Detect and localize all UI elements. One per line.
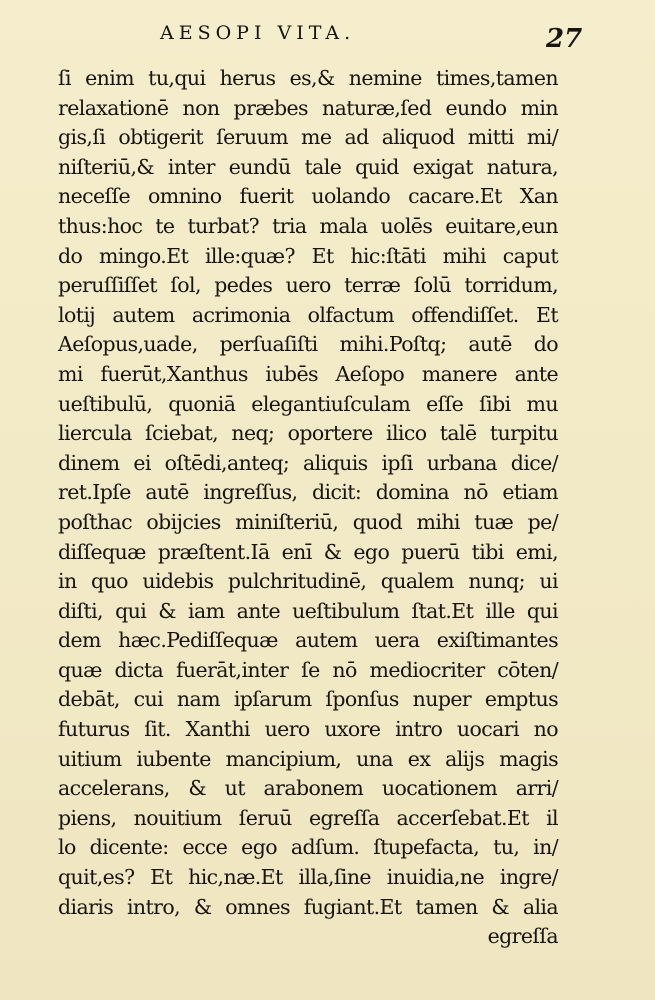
text-line: dinem ei oſtēdi,anteq; aliquis ipſi urbana dice/: [58, 450, 558, 475]
text-line: diaris intro, & omnes fugiant.Et tamen & alia: [58, 894, 558, 919]
text-line: quæ dicta fuerāt,inter ſe nō mediocriter cōten/: [58, 657, 558, 682]
text-line: futurus ſit. Xanthi uero uxore intro uocari no: [58, 717, 558, 742]
text-line: in quo uidebis pulchritudinē, qualem nunq; ui: [58, 569, 558, 594]
text-line: piens, nouitium ſeruū egreſſa accerſebat.Et il: [58, 805, 558, 830]
text-line: poſthac obijcies miniſteriū, quod mihi tuæ pe/: [58, 509, 558, 534]
text-line: thus:hoc te turbat? tria mala uolēs euitare,eun: [58, 213, 558, 238]
text-line: liercula ſciebat, neq; oportere ilico talē turpitu: [58, 421, 558, 446]
text-line: do mingo.Et ille:quæ? Et hic:ſtāti mihi caput: [58, 243, 558, 268]
text-line: peruſſiſſet ſol, pedes uero terræ ſolū torridum,: [58, 273, 558, 298]
text-line: lotij autem acrimonia olfactum offendiſſet. Et: [58, 302, 558, 327]
running-head: AESOPI VITA.: [160, 22, 356, 44]
text-line: debāt, cui nam ipſarum ſponſus nuper emptus: [58, 687, 558, 712]
text-line: ſi enim tu,qui herus es,& nemine times,tamen: [58, 66, 558, 90]
text-line: ueſtibulū, quoniā elegantiuſculam eſſe ſibi mu: [58, 391, 558, 416]
text-line: accelerans, & ut arabonem uocationem arri/: [58, 776, 558, 801]
text-line: Aeſopus,uade, perſuaſiſti mihi.Poſtq; autē do: [58, 332, 558, 357]
page-number: 27: [546, 24, 583, 54]
text-line: lo dicente: ecce ego adſum. ſtupefacta, tu, in/: [58, 835, 558, 860]
text-line: gis,ſi obtigerit ſeruum me ad aliquod mitti mi/: [58, 125, 558, 150]
text-line: egreſſa: [487, 924, 558, 949]
text-line: quit,es? Et hic,næ.Et illa,ſine inuidia,ne ingre/: [58, 865, 558, 890]
text-line: diſſequæ præſtent.Iā enī & ego puerū tibi emi,: [58, 539, 558, 564]
text-line: neceſſe omnino fuerit uolando cacare.Et Xan: [58, 184, 558, 209]
body-text: [58, 64, 558, 952]
text-line: niſteriū,& inter eundū tale quid exigat natura,: [58, 154, 558, 179]
text-line: uitium iubente mancipium, una ex alijs magis: [58, 746, 558, 771]
text-line: diſti, qui & iam ante ueſtibulum ſtat.Et ille qui: [58, 598, 558, 623]
text-line: relaxationē non præbes naturæ,ſed eundo min: [58, 95, 558, 120]
text-line: mi fuerūt,Xanthus iubēs Aeſopo manere ante: [58, 361, 558, 386]
text-line: dem hæc.Pediſſequæ autem uera exiſtimantes: [58, 628, 558, 653]
text-line: ret.Ipſe autē ingreſſus, dicit: domina nō etiam: [58, 480, 558, 505]
